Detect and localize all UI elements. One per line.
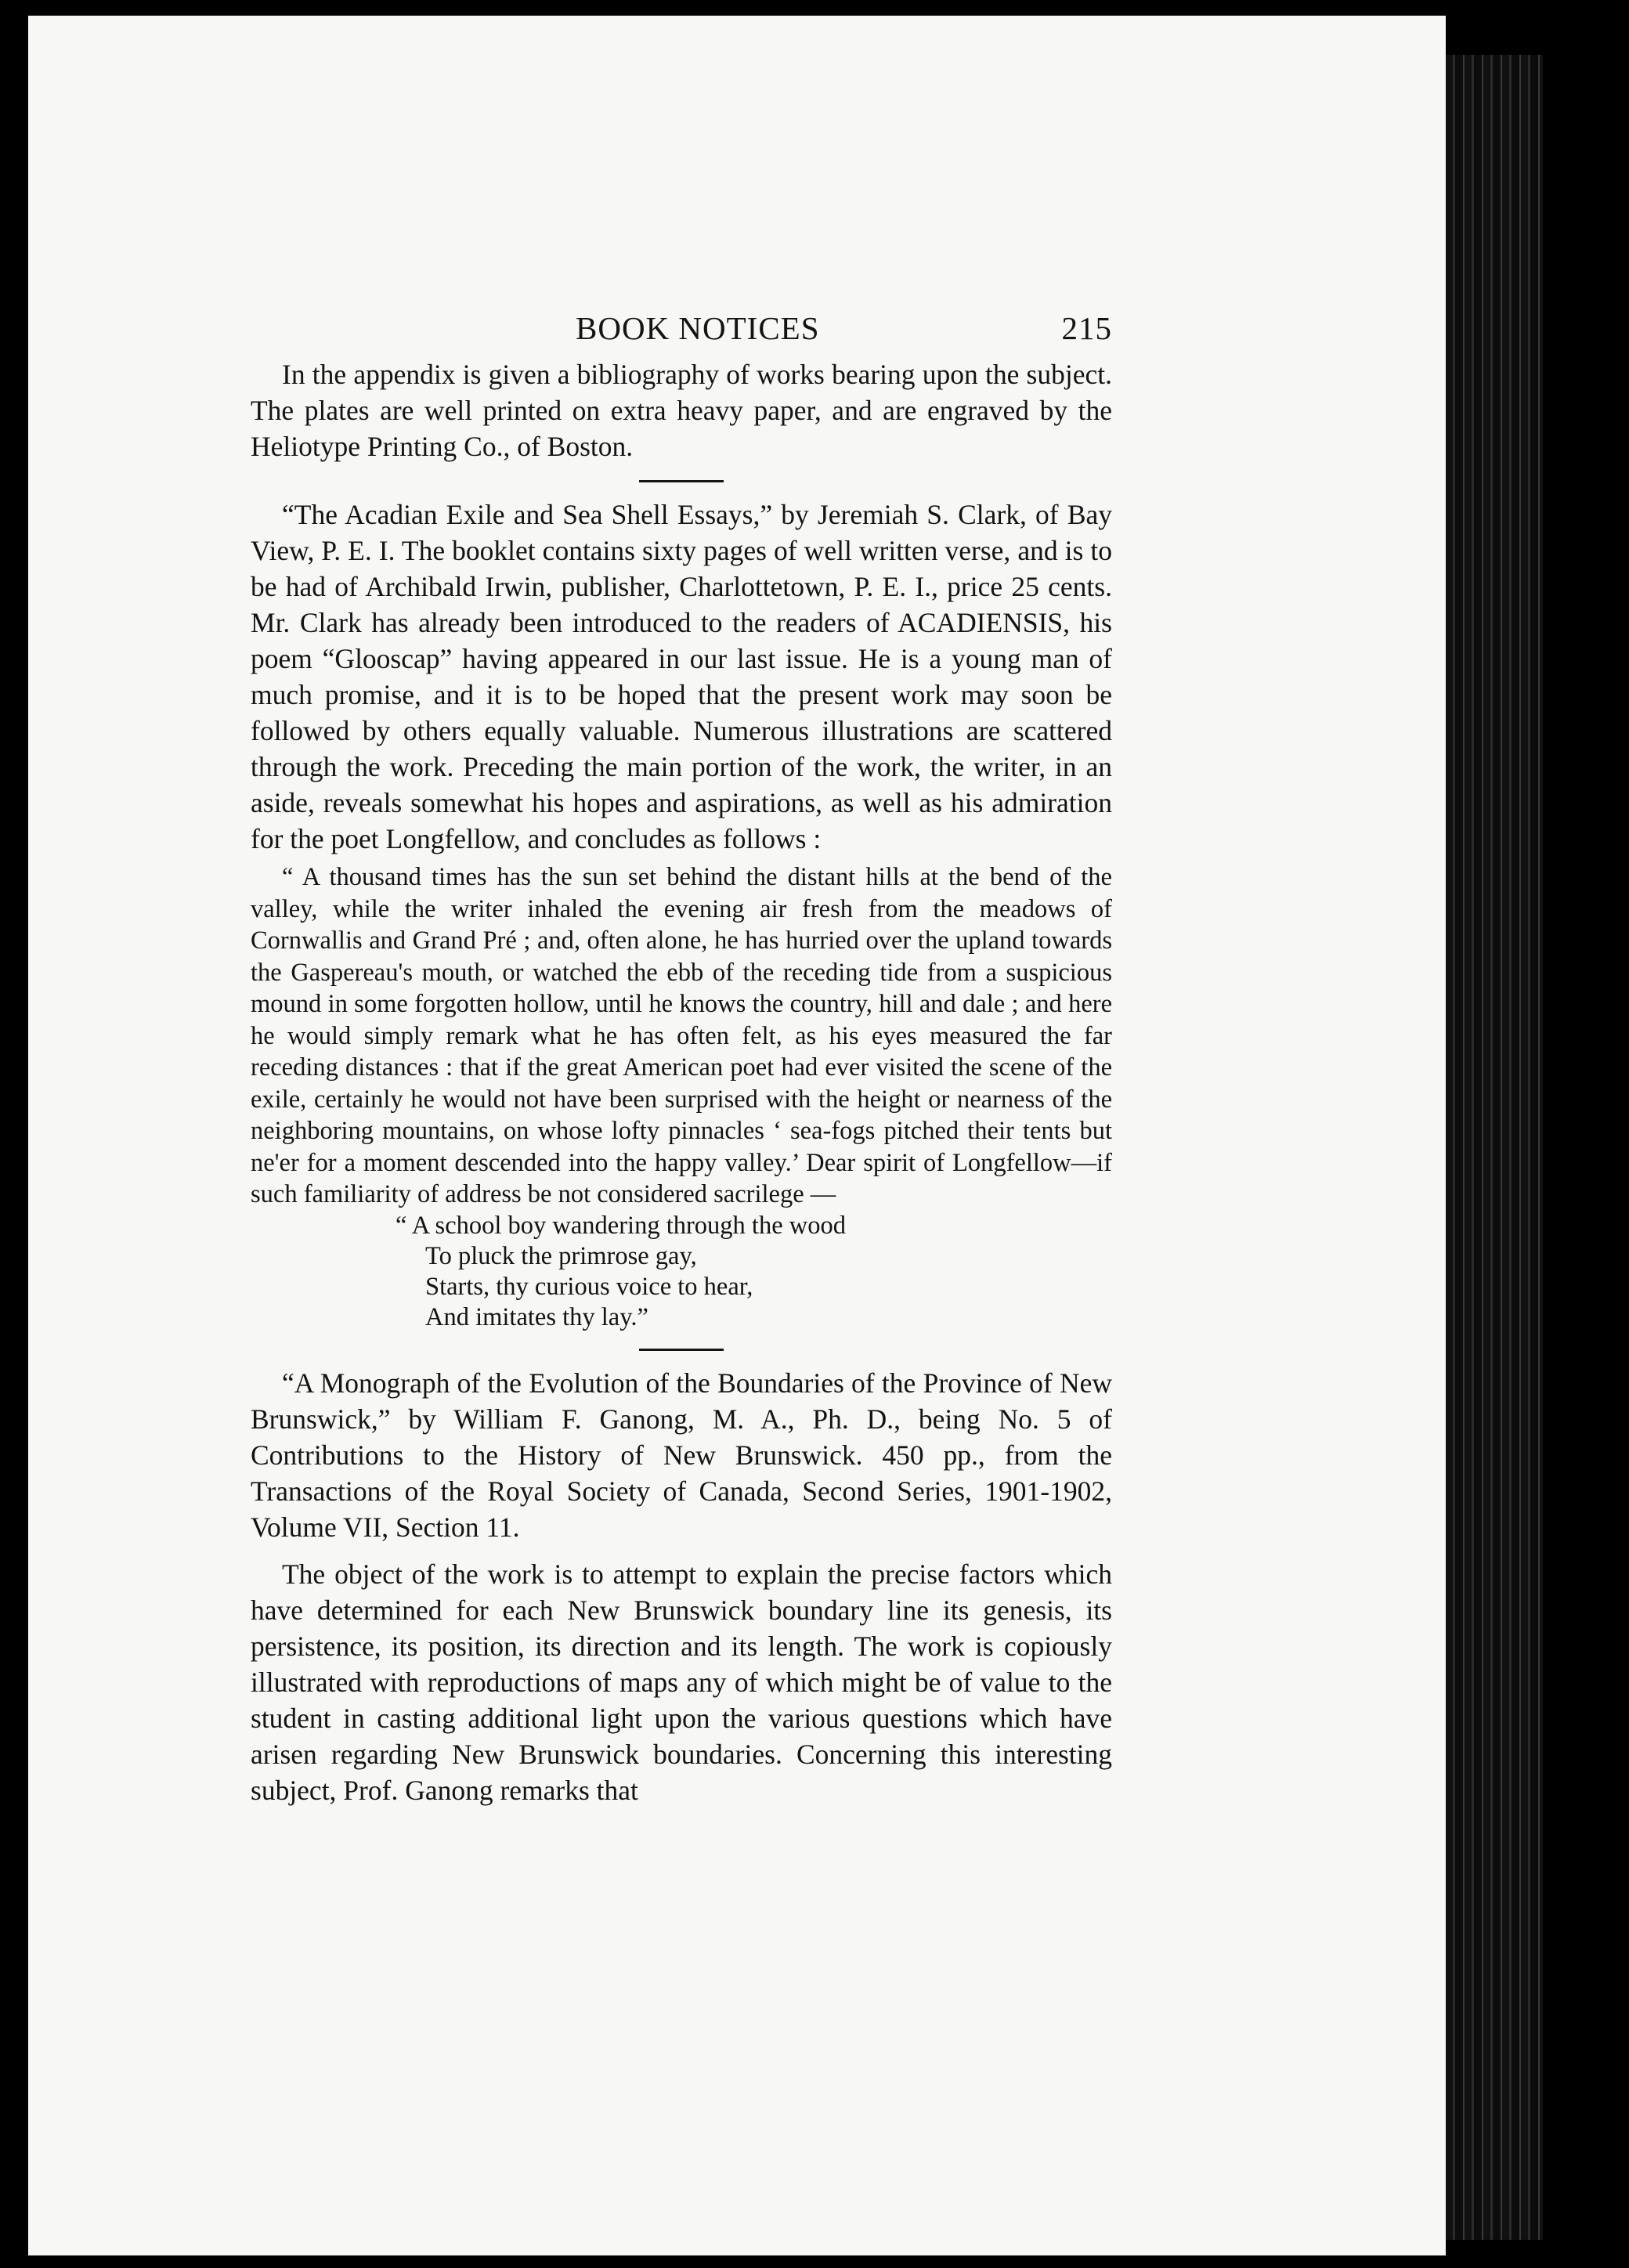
page-number: 215 <box>1061 310 1112 346</box>
paragraph-object: The object of the work is to attempt to explain the precise factors which have determined for each New Brunswick boundary line its genesis, its persistence, its position, its direction and its length. The work is copiously illustrated with reproductions of maps any of which might be of value to the student in casting additional light upon the various questions which have arisen regarding New Brunswick boundaries. Concerning this interesting subject, Prof. Ganong remarks that <box>251 1558 1112 1806</box>
block-quote: “ A thousand times has the sun set behind the distant hills at the bend of the valley, while the writer inhaled the evening air fresh from the meadows of Cornwallis and Grand Pré ; and, often alone, he has hurried over the upland towards the Gaspereau's mouth, or watched the ebb of the receding tide from a suspicious mound in some forgotten hollow, until he knows the country, hill and dale ; and here he would simply remark what he has often felt, as his eyes measured the far receding distances : that if the great American poet had ever visited the scene of the exile, certainly he would not have been surprised with the height or nearness of the neighboring mountains, on whose lofty pinnacles ‘ sea-fogs pitched their tents but ne'er for a moment descended into the happy valley.’ Dear spirit of Longfellow—if such familiarity of address be not considered sacrilege — <box>251 863 1112 1208</box>
running-title: BOOK NOTICES <box>576 310 820 346</box>
section-divider <box>639 1349 724 1351</box>
paragraph-acadian-exile: “The Acadian Exile and Sea Shell Essays,” by Jeremiah S. Clark, of Bay View, P. E. I. The booklet contains sixty pages of well written verse, and is to be had of Archibald Irwin, publisher, Charlottetown, P. E. I., price 25 cents. Mr. Clark has already been introduced to the readers of ACADIENSIS, his poem “Glooscap” having appeared in our last issue. He is a young man of much promise, and it is to be hoped that the present work may soon be followed by others equally valuable. Numerous illustrations are scattered through the work. Preceding the main portion of the work, the writer, in an aside, reveals somewhat his hopes and aspirations, as well as his admiration for the poet Longfellow, and concludes as follows : <box>251 499 1112 854</box>
page-content <box>251 309 1112 1808</box>
verse-quote <box>396 1211 1112 1333</box>
verse-line: And imitates thy lay.” <box>425 1302 648 1331</box>
verse-line: “ A school boy wandering through the wood <box>396 1211 846 1240</box>
paragraph-appendix: In the appendix is given a bibliography of works bearing upon the subject. The plates are well printed on extra heavy paper, and are engraved by the Heliotype Printing Co., of Boston. <box>251 359 1112 462</box>
verse-line: To pluck the primrose gay, <box>425 1241 697 1270</box>
verse-line: Starts, thy curious voice to hear, <box>425 1272 753 1301</box>
book-edge <box>1446 55 1543 2240</box>
running-header <box>251 309 1112 356</box>
section-divider <box>639 480 724 482</box>
paragraph-monograph: “A Monograph of the Evolution of the Boundaries of the Province of New Brunswick,” by William F. Ganong, M. A., Ph. D., being No. 5 of Contributions to the History of New Brunswick. 450 pp., from the Transactions of the Royal Society of Canada, Second Series, 1901-1902, Volume VII, Section 11. <box>251 1367 1112 1543</box>
